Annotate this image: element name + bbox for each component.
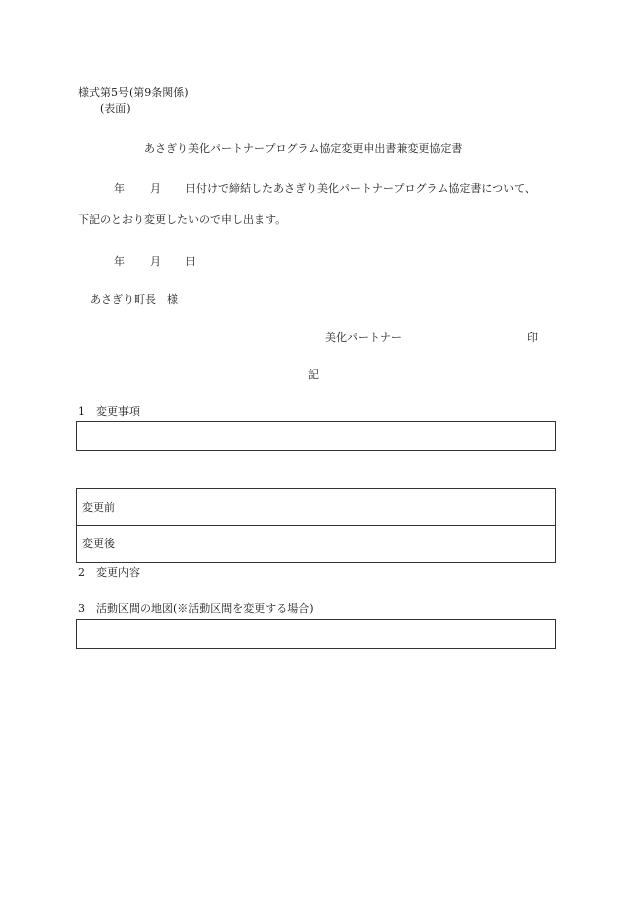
ki-heading: 記 — [308, 368, 319, 381]
partner-label: 美化パートナー — [325, 331, 402, 344]
activity-map-field[interactable] — [76, 619, 556, 649]
document-title: あさぎり美化パートナープログラム協定変更申出書兼変更協定書 — [144, 142, 463, 155]
intro-text: 日付けで締結したあさぎり美化パートナープログラム協定書について、 — [185, 182, 536, 195]
date-day: 日 — [185, 255, 196, 268]
before-label: 変更前 — [82, 501, 115, 514]
section-1-label: 1 変更事項 — [78, 405, 140, 418]
date-year: 年 — [114, 255, 125, 268]
addressee: あさぎり町長 様 — [90, 293, 178, 306]
form-number: 様式第5号(第9条関係) — [78, 86, 189, 99]
after-label: 変更後 — [82, 537, 115, 550]
section-2-label: 2 変更内容 — [78, 566, 140, 579]
date-month: 月 — [150, 255, 161, 268]
form-side-label: (表面) — [100, 102, 131, 115]
change-items-field[interactable] — [76, 421, 556, 451]
intro-text-line2: 下記のとおり変更したいので申し出ます。 — [78, 213, 287, 226]
intro-month: 月 — [150, 182, 161, 195]
table-divider — [77, 525, 555, 526]
change-content-table — [76, 488, 556, 563]
intro-year: 年 — [114, 182, 125, 195]
section-3-label: 3 活動区間の地図(※活動区間を変更する場合) — [78, 602, 314, 615]
seal-mark: 印 — [527, 331, 538, 344]
